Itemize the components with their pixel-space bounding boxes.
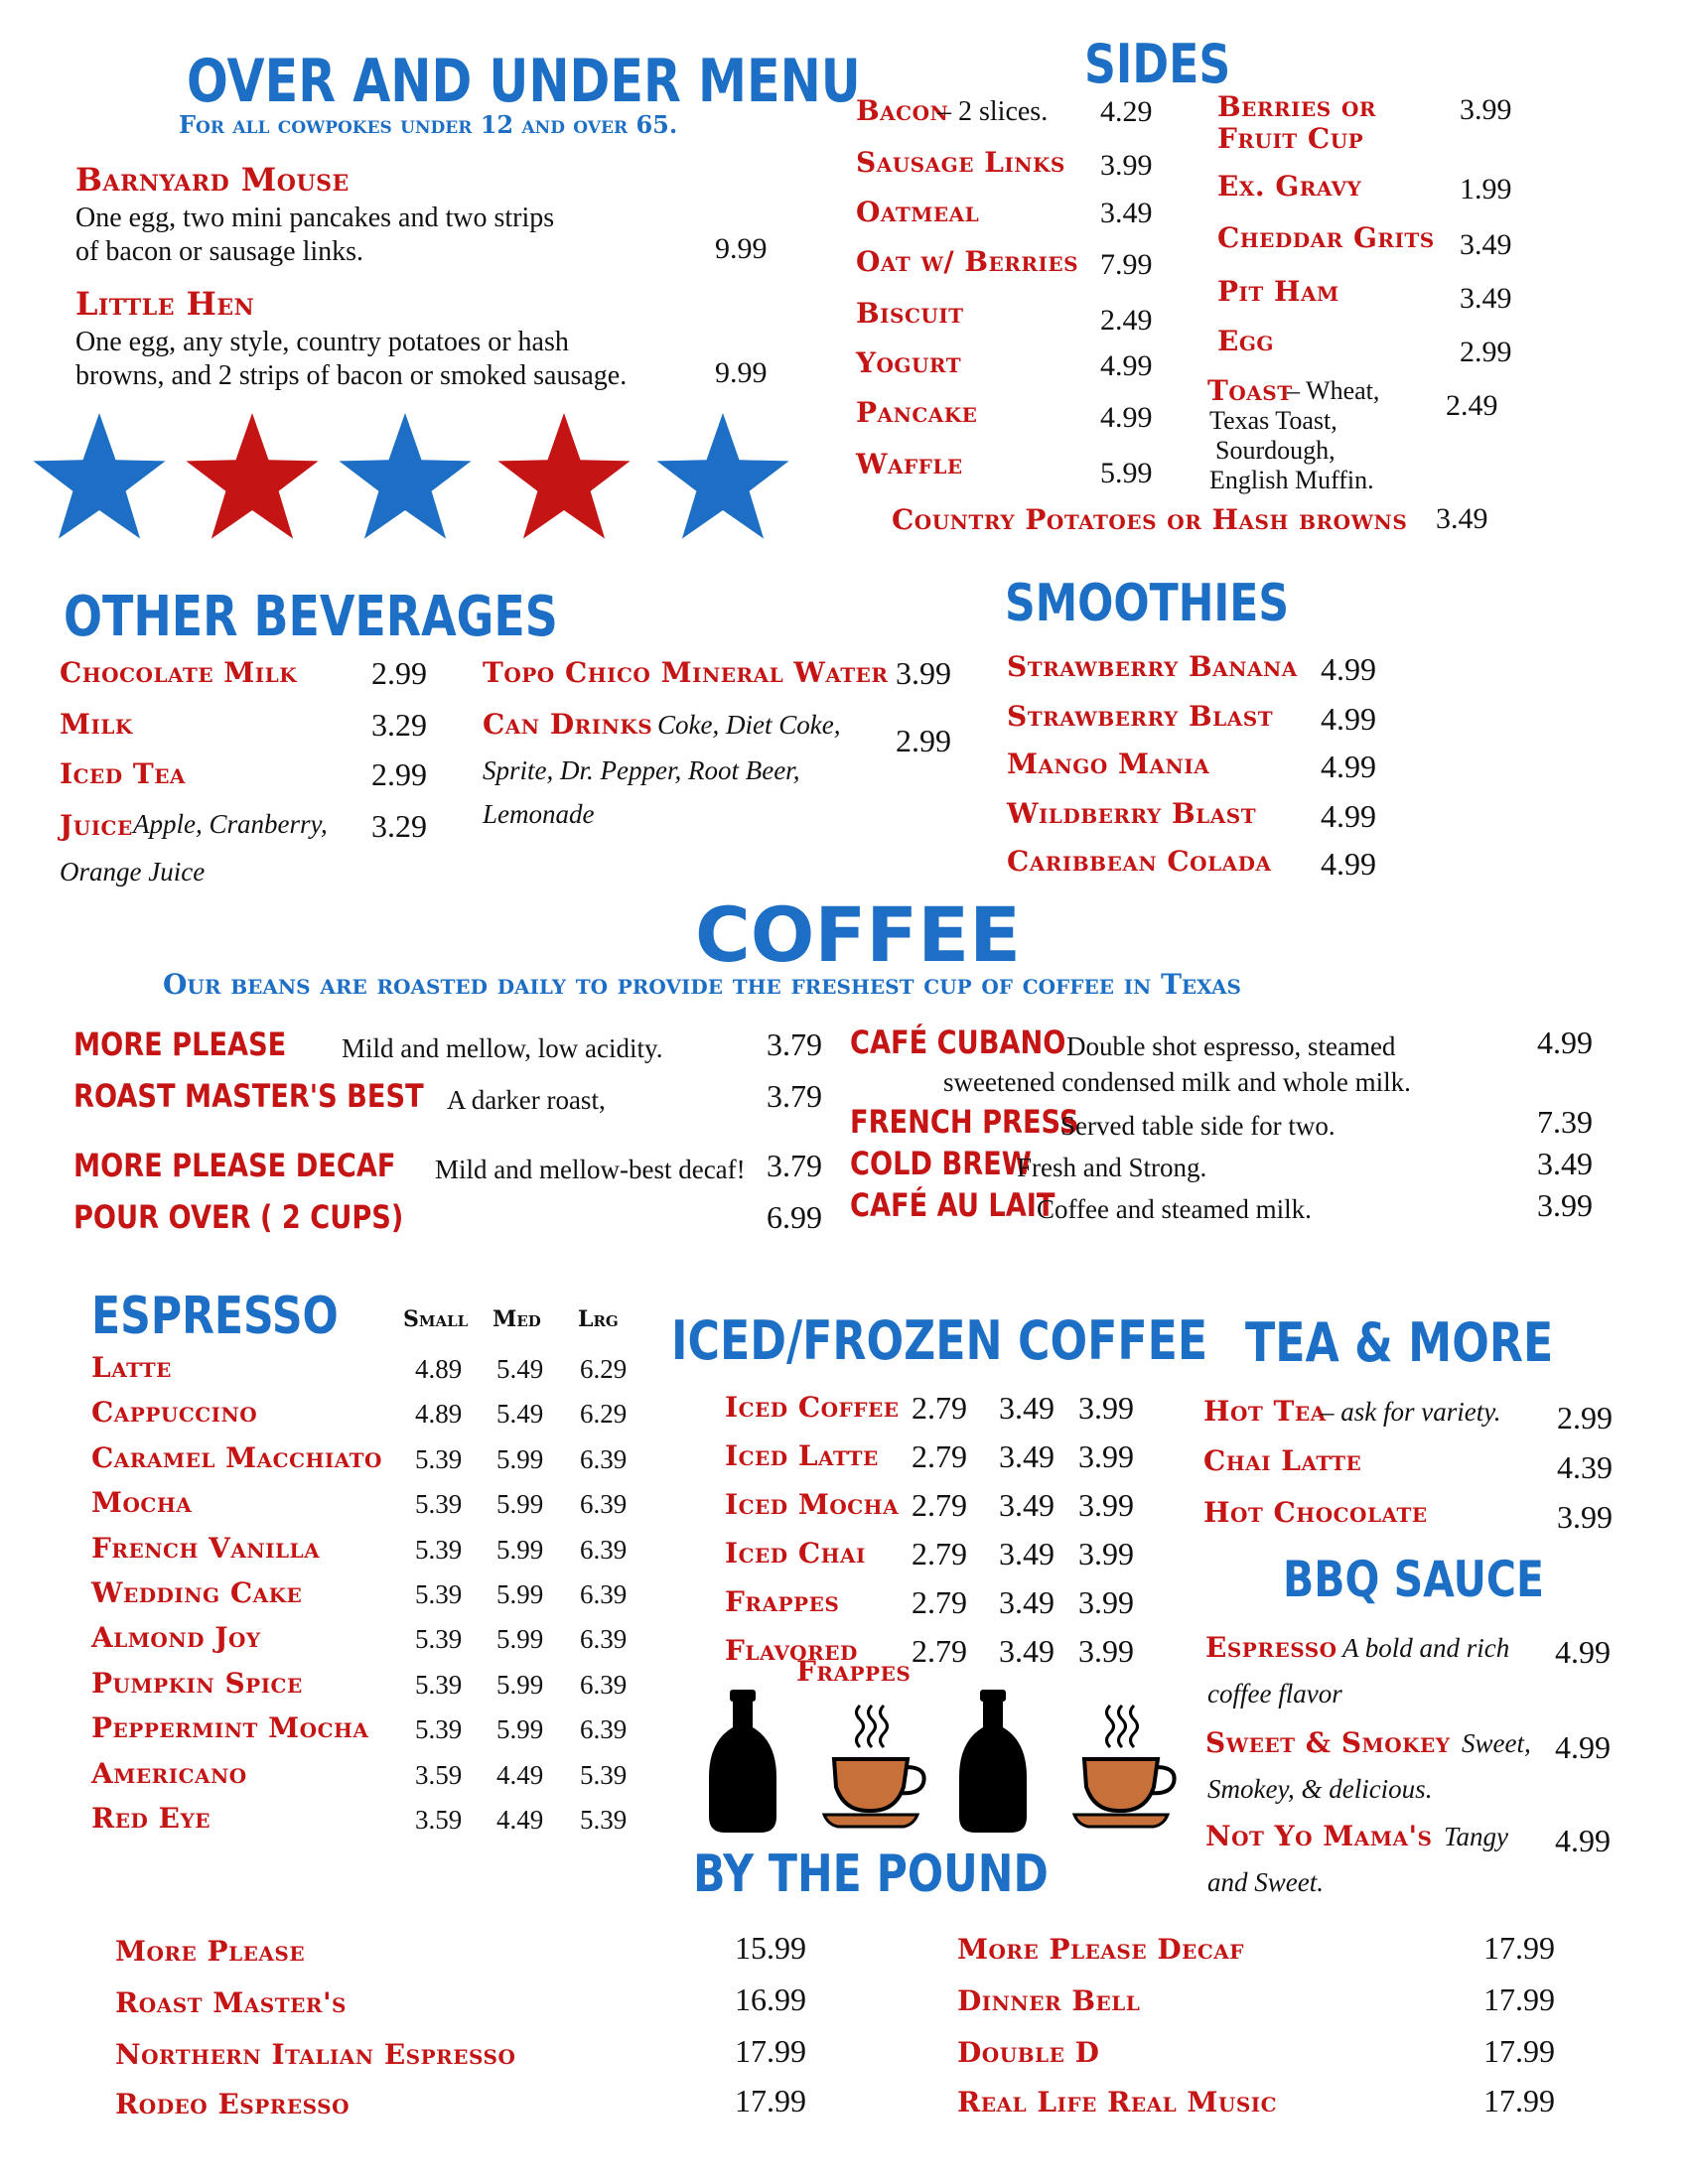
barnyard-mouse-desc-1: One egg, two mini pancakes and two strips (75, 203, 555, 233)
pound-more-please-decaf-price: 17.99 (1483, 1930, 1555, 1966)
beverage-juice-price: 3.29 (371, 808, 427, 844)
espresso-almond-joy-med: 5.99 (496, 1624, 544, 1655)
iced-iced-latte-med: 3.49 (999, 1438, 1055, 1474)
side-pancake-price: 4.99 (1100, 401, 1153, 434)
espresso-peppermint-mocha-small: 5.39 (415, 1714, 463, 1745)
bbq-espresso-name: Espresso (1205, 1631, 1337, 1664)
bbq-not-yo-mama-s-note-1: Tangy (1444, 1822, 1509, 1851)
side-sausage-links-name: Sausage Links (856, 146, 1065, 179)
side-toast-note-2: Texas Toast, (1209, 406, 1337, 435)
side-oatmeal-price: 3.49 (1100, 197, 1153, 229)
pound-rodeo-espresso-name: Rodeo Espresso (115, 2088, 351, 2120)
side-yogurt-price: 4.99 (1100, 349, 1153, 382)
barnyard-mouse-price: 9.99 (715, 232, 768, 265)
side-pancake-name: Pancake (856, 396, 978, 429)
little-hen-desc-2: browns, and 2 strips of bacon or smoked sausage. (75, 360, 628, 391)
pound-real-life-real-music-price: 17.99 (1483, 2083, 1555, 2118)
coffee-caf-cubano-desc: Double shot espresso, steamed (1066, 1031, 1396, 1061)
pound-more-please-decaf-name: More Please Decaf (957, 1933, 1245, 1966)
espresso-cappuccino-med: 5.49 (496, 1399, 544, 1430)
espresso-peppermint-mocha-med: 5.99 (496, 1714, 544, 1745)
side-bacon-price: 4.29 (1100, 95, 1153, 128)
star-icon (656, 413, 788, 539)
bbq-sweet-smokey-note-1: Sweet, (1462, 1728, 1531, 1758)
coffee-cup-icon (1074, 1706, 1175, 1827)
iced-flavored-lrg: 3.99 (1078, 1633, 1134, 1669)
espresso-mocha-name: Mocha (91, 1486, 193, 1520)
espresso-mocha-small: 5.39 (415, 1489, 463, 1520)
side-egg-name: Egg (1217, 325, 1275, 357)
smoothie-strawberry-banana-price: 4.99 (1321, 651, 1376, 687)
espresso-caramel-macchiato-lrg: 6.39 (580, 1443, 628, 1474)
can-drinks-name: Can Drinks (483, 708, 653, 741)
tea-hot-chocolate-name: Hot Chocolate (1203, 1496, 1428, 1529)
espresso-mocha-lrg: 6.39 (580, 1489, 628, 1520)
iced-iced-latte-lrg: 3.99 (1078, 1438, 1134, 1474)
coffee-caf-au-lait-name: CAFÉ AU LAIT (850, 1186, 1055, 1224)
star-icon (186, 413, 318, 539)
side-toast-name: Toast (1207, 374, 1293, 407)
iced-frappes-small: 2.79 (912, 1584, 967, 1620)
espresso-americano-name: Americano (91, 1756, 247, 1790)
iced-iced-mocha-lrg: 3.99 (1078, 1487, 1134, 1523)
iced-iced-coffee-med: 3.49 (999, 1390, 1055, 1426)
juice-note: Apple, Cranberry, (133, 809, 328, 839)
side-egg-price: 2.99 (1460, 336, 1512, 368)
side-bacon-name: Bacon (856, 94, 949, 127)
side-oat-w-berries-price: 7.99 (1100, 248, 1153, 281)
side-fruit-cup-name-2: Fruit Cup (1217, 122, 1364, 155)
coffee-icons-row (0, 0, 1, 1)
espresso-col-lrg: Lrg (578, 1306, 619, 1332)
coffee-pour-over-2-cups-name: POUR OVER ( 2 CUPS) (73, 1198, 404, 1236)
espresso-wedding-cake-med: 5.99 (496, 1579, 544, 1609)
espresso-caramel-macchiato-med: 5.99 (496, 1443, 544, 1474)
coffee-title: COFFEE (695, 890, 1022, 979)
side-oatmeal-name: Oatmeal (856, 196, 980, 228)
little-hen-name: Little Hen (75, 285, 255, 323)
bbq-espresso-note-1: A bold and rich (1342, 1633, 1510, 1663)
smoothies-title: SMOOTHIES (1005, 574, 1290, 633)
iced-iced-mocha-name: Iced Mocha (725, 1488, 900, 1521)
iced-iced-chai-name: Iced Chai (725, 1537, 866, 1570)
pound-more-please-price: 15.99 (735, 1930, 806, 1966)
espresso-cappuccino-small: 4.89 (415, 1399, 463, 1430)
side-toast-note-1: – Wheat, (1287, 376, 1380, 405)
iced-iced-coffee-lrg: 3.99 (1078, 1390, 1134, 1426)
coffee-caf-au-lait-desc: Coffee and steamed milk. (1037, 1194, 1312, 1224)
coffee-more-please-decaf-price: 3.79 (767, 1148, 822, 1183)
star-icon (33, 413, 165, 539)
coffee-more-please-decaf-desc: Mild and mellow-best decaf! (435, 1155, 746, 1184)
side-pit-ham-price: 3.49 (1460, 282, 1512, 315)
juice-note-2: Orange Juice (60, 857, 206, 887)
espresso-wedding-cake-lrg: 6.39 (580, 1579, 628, 1609)
espresso-pumpkin-spice-name: Pumpkin Spice (91, 1666, 303, 1700)
star-icon (497, 413, 630, 539)
coffee-caf-au-lait-price: 3.99 (1537, 1187, 1593, 1223)
tea-hot-tea-name: Hot Tea (1203, 1395, 1327, 1428)
side-biscuit-name: Biscuit (856, 297, 964, 330)
smoothie-caribbean-colada-name: Caribbean Colada (1007, 845, 1272, 878)
iced-iced-latte-small: 2.79 (912, 1438, 967, 1474)
espresso-latte-name: Latte (91, 1351, 172, 1384)
can-drinks-note-2: Sprite, Dr. Pepper, Root Beer, (483, 755, 800, 785)
beverage-juice-name: Juice (60, 809, 133, 842)
pound-more-please-name: More Please (115, 1935, 306, 1968)
pound-northern-italian-espresso-name: Northern Italian Espresso (115, 2038, 516, 2071)
side-pit-ham-name: Pit Ham (1217, 275, 1339, 308)
espresso-almond-joy-name: Almond Joy (91, 1621, 261, 1655)
iced-flavored-med: 3.49 (999, 1633, 1055, 1669)
topo-chico-price: 3.99 (896, 655, 951, 691)
espresso-title: ESPRESSO (91, 1287, 339, 1346)
over-under-title: OVER AND UNDER MENU (187, 47, 861, 116)
smoothie-strawberry-blast-price: 4.99 (1321, 701, 1376, 737)
bbq-not-yo-mama-s-name: Not Yo Mama's (1205, 1820, 1433, 1852)
espresso-french-vanilla-name: French Vanilla (91, 1531, 321, 1565)
by-pound-title: BY THE POUND (693, 1844, 1049, 1904)
espresso-latte-med: 5.49 (496, 1354, 544, 1384)
coffee-cold-brew-price: 3.49 (1537, 1146, 1593, 1181)
side-toast-note-4: English Muffin. (1209, 466, 1374, 494)
iced-iced-chai-small: 2.79 (912, 1536, 967, 1571)
side-berries-or-price: 3.99 (1460, 93, 1512, 126)
sides-title: SIDES (1084, 33, 1231, 95)
iced-flavored-small: 2.79 (912, 1633, 967, 1669)
iced-iced-coffee-small: 2.79 (912, 1390, 967, 1426)
espresso-col-med: Med (492, 1306, 541, 1332)
bottle-icon (959, 1690, 1027, 1833)
side-ex-gravy-name: Ex. Gravy (1217, 170, 1362, 203)
tea-hot-tea-price: 2.99 (1557, 1400, 1613, 1435)
espresso-cappuccino-lrg: 6.29 (580, 1399, 628, 1430)
espresso-latte-small: 4.89 (415, 1354, 463, 1384)
iced-iced-coffee-name: Iced Coffee (725, 1391, 900, 1424)
espresso-red-eye-name: Red Eye (91, 1802, 211, 1835)
side-berries-or-name: Berries or (1217, 90, 1376, 123)
topo-chico-name: Topo Chico Mineral Water (483, 656, 889, 689)
can-drinks-note-1: Coke, Diet Coke, (657, 710, 841, 740)
espresso-americano-lrg: 5.39 (580, 1759, 628, 1790)
beverage-iced-tea-price: 2.99 (371, 756, 427, 792)
iced-iced-chai-med: 3.49 (999, 1536, 1055, 1571)
beverage-chocolate-milk-price: 2.99 (371, 655, 427, 691)
side-waffle-price: 5.99 (1100, 457, 1153, 489)
coffee-caf-cubano-name: CAFÉ CUBANO (850, 1024, 1066, 1061)
bbq-sweet-smokey-name: Sweet & Smokey (1205, 1726, 1451, 1759)
tea-hot-chocolate-price: 3.99 (1557, 1499, 1613, 1535)
bbq-sweet-smokey-note-2: Smokey, & delicious. (1207, 1774, 1433, 1804)
side-country-price: 3.49 (1436, 502, 1488, 535)
pound-roast-master-s-price: 16.99 (735, 1981, 806, 2017)
iced-frappes-med: 3.49 (999, 1584, 1055, 1620)
espresso-wedding-cake-name: Wedding Cake (91, 1576, 303, 1609)
side-sausage-links-price: 3.99 (1100, 149, 1153, 182)
espresso-red-eye-lrg: 5.39 (580, 1805, 628, 1835)
smoothie-caribbean-colada-price: 4.99 (1321, 846, 1376, 882)
coffee-cold-brew-desc: Fresh and Strong. (1017, 1153, 1207, 1182)
coffee-more-please-desc: Mild and mellow, low acidity. (342, 1033, 663, 1063)
iced-iced-mocha-med: 3.49 (999, 1487, 1055, 1523)
pound-northern-italian-espresso-price: 17.99 (735, 2033, 806, 2069)
coffee-french-press-name: FRENCH PRESS (850, 1103, 1079, 1141)
beverage-milk-price: 3.29 (371, 707, 427, 743)
tea-chai-latte-price: 4.39 (1557, 1449, 1613, 1485)
coffee-roast-master-s-best-price: 3.79 (767, 1078, 822, 1114)
side-waffle-name: Waffle (856, 448, 963, 480)
iced-iced-mocha-small: 2.79 (912, 1487, 967, 1523)
beverage-iced-tea-name: Iced Tea (60, 757, 186, 790)
espresso-americano-small: 3.59 (415, 1759, 463, 1790)
side-yogurt-name: Yogurt (856, 346, 962, 379)
little-hen-price: 9.99 (715, 356, 768, 389)
other-beverages-title: OTHER BEVERAGES (64, 585, 558, 649)
side-country-name: Country Potatoes or Hash browns (892, 503, 1408, 536)
espresso-caramel-macchiato-small: 5.39 (415, 1443, 463, 1474)
bottle-icon (709, 1690, 776, 1833)
espresso-caramel-macchiato-name: Caramel Macchiato (91, 1440, 382, 1474)
iced-frappes-lrg: 3.99 (1078, 1584, 1134, 1620)
beverage-chocolate-milk-name: Chocolate Milk (60, 656, 298, 689)
coffee-more-please-name: MORE PLEASE (73, 1025, 287, 1063)
iced-frappes-name: Frappes (725, 1585, 840, 1618)
flavored-frappes-name-2: Frappes (796, 1655, 912, 1688)
espresso-french-vanilla-small: 5.39 (415, 1534, 463, 1565)
pound-double-d-price: 17.99 (1483, 2033, 1555, 2069)
bbq-espresso-note-2: coffee flavor (1207, 1679, 1342, 1708)
iced-flavored-name: Flavored (725, 1634, 858, 1667)
coffee-pour-over-2-cups-price: 6.99 (767, 1199, 822, 1235)
little-hen-desc-1: One egg, any style, country potatoes or hash (75, 327, 569, 357)
cafe-cubano-desc-2: sweetened condensed milk and whole milk. (943, 1067, 1411, 1097)
bbq-title: BBQ SAUCE (1283, 1551, 1545, 1608)
espresso-wedding-cake-small: 5.39 (415, 1579, 463, 1609)
espresso-peppermint-mocha-name: Peppermint Mocha (91, 1711, 369, 1745)
smoothie-strawberry-banana-name: Strawberry Banana (1007, 650, 1298, 683)
coffee-cup-icon (824, 1706, 924, 1827)
pound-roast-master-s-name: Roast Master's (115, 1986, 348, 2019)
espresso-pumpkin-spice-lrg: 6.39 (580, 1669, 628, 1700)
coffee-cold-brew-name: COLD BREW (850, 1145, 1032, 1182)
coffee-roast-master-s-best-name: ROAST MASTER'S BEST (73, 1077, 424, 1115)
smoothie-mango-mania-name: Mango Mania (1007, 748, 1210, 780)
bbq-not-yo-mama-s-note-2: and Sweet. (1207, 1867, 1324, 1897)
espresso-cappuccino-name: Cappuccino (91, 1396, 258, 1430)
side-cheddar-grits-price: 3.49 (1460, 228, 1512, 261)
smoothie-strawberry-blast-name: Strawberry Blast (1007, 700, 1274, 733)
espresso-latte-lrg: 6.29 (580, 1354, 628, 1384)
coffee-french-press-price: 7.39 (1537, 1104, 1593, 1140)
smoothie-wildberry-blast-price: 4.99 (1321, 798, 1376, 834)
pound-dinner-bell-price: 17.99 (1483, 1981, 1555, 2017)
side-ex-gravy-price: 1.99 (1460, 173, 1512, 205)
side-toast-price: 2.49 (1446, 389, 1498, 422)
coffee-more-please-decaf-name: MORE PLEASE DECAF (73, 1147, 396, 1184)
side-toast-note-3: Sourdough, (1215, 436, 1336, 465)
espresso-french-vanilla-lrg: 6.39 (580, 1534, 628, 1565)
tea-title: TEA & MORE (1245, 1311, 1554, 1374)
coffee-subtitle: Our beans are roasted daily to provide the freshest cup of coffee in Texas (163, 968, 1241, 1001)
espresso-americano-med: 4.49 (496, 1759, 544, 1790)
pound-rodeo-espresso-price: 17.99 (735, 2083, 806, 2118)
espresso-almond-joy-lrg: 6.39 (580, 1624, 628, 1655)
tea-chai-latte-name: Chai Latte (1203, 1444, 1362, 1477)
smoothie-wildberry-blast-name: Wildberry Blast (1007, 797, 1257, 830)
pound-real-life-real-music-name: Real Life Real Music (957, 2086, 1278, 2118)
espresso-mocha-med: 5.99 (496, 1489, 544, 1520)
side-oat-w-berries-name: Oat w/ Berries (856, 245, 1079, 278)
side-cheddar-grits-name: Cheddar Grits (1217, 221, 1435, 254)
iced-title: ICED/FROZEN COFFEE (671, 1309, 1208, 1372)
over-under-subtitle: For all cowpokes under 12 and over 65. (179, 110, 678, 139)
can-drinks-price: 2.99 (896, 723, 951, 758)
espresso-pumpkin-spice-med: 5.99 (496, 1669, 544, 1700)
bbq-espresso-price: 4.99 (1555, 1634, 1611, 1670)
star-icon (339, 413, 471, 539)
coffee-french-press-desc: Served table side for two. (1060, 1111, 1336, 1141)
side-bacon-note: – 2 slices. (937, 96, 1049, 127)
bbq-sweet-smokey-price: 4.99 (1555, 1729, 1611, 1765)
pound-dinner-bell-name: Dinner Bell (957, 1984, 1141, 2017)
bbq-not-yo-mama-s-price: 4.99 (1555, 1823, 1611, 1858)
side-biscuit-price: 2.49 (1100, 304, 1153, 337)
iced-iced-chai-lrg: 3.99 (1078, 1536, 1134, 1571)
barnyard-mouse-name: Barnyard Mouse (75, 161, 350, 199)
barnyard-mouse-desc-2: of bacon or sausage links. (75, 236, 364, 267)
smoothie-mango-mania-price: 4.99 (1321, 749, 1376, 784)
coffee-caf-cubano-price: 4.99 (1537, 1024, 1593, 1060)
espresso-almond-joy-small: 5.39 (415, 1624, 463, 1655)
espresso-red-eye-small: 3.59 (415, 1805, 463, 1835)
espresso-pumpkin-spice-small: 5.39 (415, 1669, 463, 1700)
espresso-french-vanilla-med: 5.99 (496, 1534, 544, 1565)
coffee-more-please-price: 3.79 (767, 1026, 822, 1062)
iced-iced-latte-name: Iced Latte (725, 1439, 879, 1472)
espresso-col-small: Small (403, 1306, 469, 1332)
beverage-milk-name: Milk (60, 708, 133, 741)
espresso-red-eye-med: 4.49 (496, 1805, 544, 1835)
tea-hot-tea-note: – ask for variety. (1321, 1397, 1501, 1427)
espresso-peppermint-mocha-lrg: 6.39 (580, 1714, 628, 1745)
coffee-roast-master-s-best-desc: A darker roast, (447, 1085, 606, 1115)
pound-double-d-name: Double D (957, 2036, 1100, 2069)
can-drinks-note-3: Lemonade (483, 799, 595, 829)
